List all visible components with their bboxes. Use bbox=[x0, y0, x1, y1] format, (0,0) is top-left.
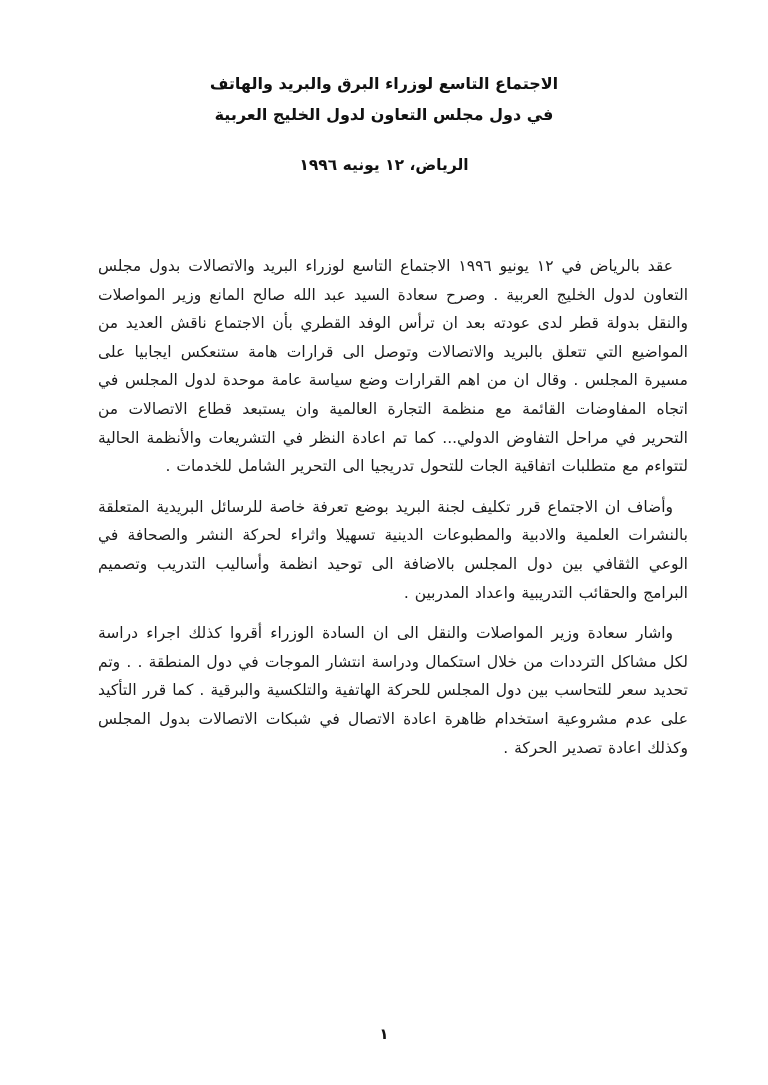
dateline: الرياض، ١٢ يونيه ١٩٩٦ bbox=[299, 156, 469, 174]
title-line-2: في دول مجلس التعاون لدول الخليج العربية bbox=[214, 105, 554, 124]
page-number: ١ bbox=[379, 1025, 389, 1043]
paragraph-2: وأضاف ان الاجتماع قرر تكليف لجنة البريد بوضع تعرفة خاصة للرسائل البريدية المتعلقة بالنشرات العلمية والادبية والمطبوعات الدينية تسهيلا واثراء لحركة النشر والصحافة في الوعي الثقافي بين دول المجلس بالاضافة الى توحيد انظمة وأساليب التدريب وتصميم البرامج والحقائب التدريبية واعداد المدربين . bbox=[98, 497, 688, 602]
paragraph-1: عقد بالرياض في ١٢ يونيو ١٩٩٦ الاجتماع التاسع لوزراء البريد والاتصالات بدول مجلس التعاون لدول الخليج العربية . وصرح سعادة السيد عبد الله صالح المانع وزير المواصلات والنقل بدولة قطر لدى عودته بعد ان ترأس الوفد القطري بأن الاجتماع ناقش العديد من المواضيع التي تتعلق بالبريد والاتصالات وتوصل الى قرارات هامة ستنعكس ايجابيا على مسيرة المجلس . وقال ان من اهم القرارات وضع سياسة عامة موحدة لدول المجلس في اتجاه المفاوضات القائمة مع منظمة التجارة العالمية وان يستبعد قطاع الاتصالات من التحرير في مراحل التفاوض الدولي... كما تم اعادة النظر في التشريعات والأنظمة الحالية لتتواءم مع متطلبات اتفاقية الجات للتحول تدريجيا الى التحرير الشامل للخدمات . bbox=[98, 257, 688, 476]
document-body bbox=[98, 252, 688, 774]
title-line-1: الاجتماع التاسع لوزراء البرق والبريد والهاتف bbox=[209, 74, 559, 93]
paragraph-3: واشار سعادة وزير المواصلات والنقل الى ان السادة الوزراء أقروا كذلك اجراء دراسة لكل مشاكل الترددات من خلال استكمال ودراسة انتشار الموجات في دول المنطقة . . وتم تحديد سعر للتحاسب بين دول المجلس للحركة الهاتفية والتلكسية والبرقية . كما قرر التأكيد على عدم مشروعية استخدام ظاهرة اعادة الاتصال في شبكات الاتصالات بدول المجلس وكذلك اعادة تصدير الحركة . bbox=[98, 624, 688, 757]
document-title bbox=[0, 68, 768, 130]
